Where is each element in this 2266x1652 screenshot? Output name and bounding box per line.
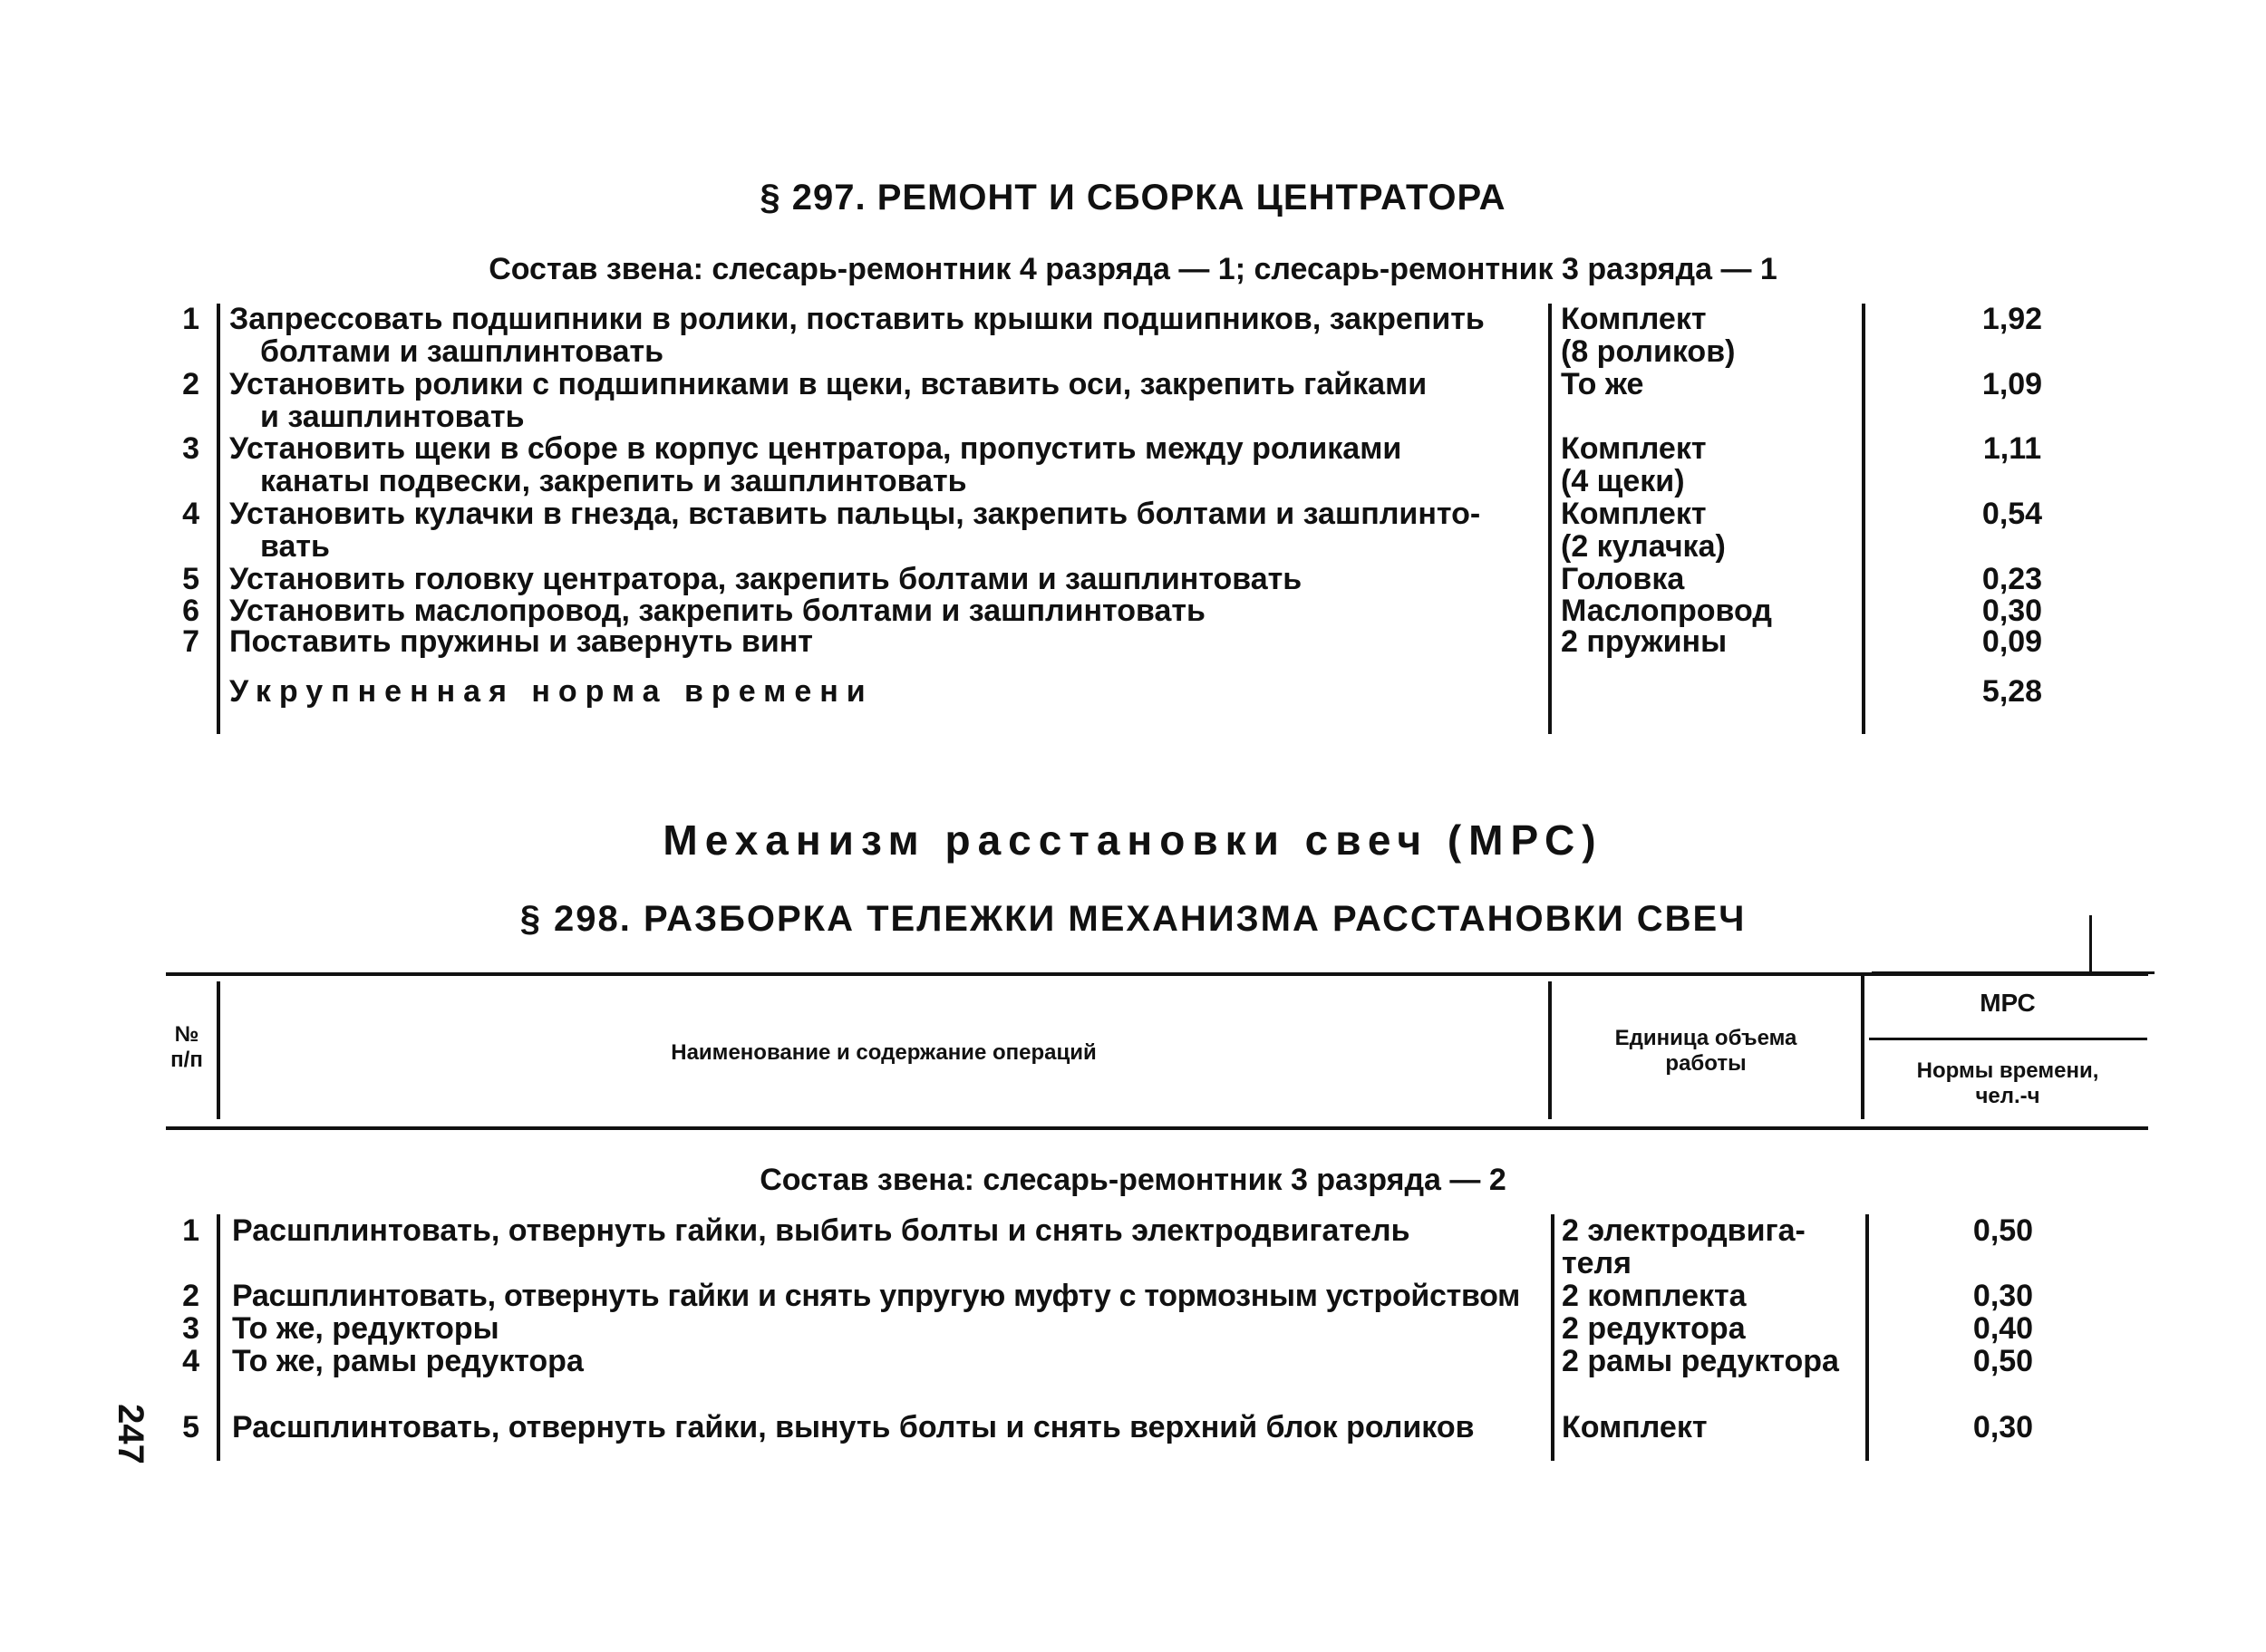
section-297-crew: Состав звена: слесарь-ремонтник 4 разряда — 1; слесарь-ремонтник 3 разряда — 1 <box>489 252 1777 286</box>
row-number: 2 <box>182 1279 199 1313</box>
header-group-column: МРС <box>1980 989 2036 1017</box>
row-number: 7 <box>182 624 199 659</box>
table2-header-rule-2 <box>1548 981 1552 1119</box>
header-unit-column: Единица объема работы <box>1614 1026 1797 1076</box>
row-number: 3 <box>182 1311 199 1346</box>
row-unit: Комплект (2 кулачка) <box>1561 497 1726 564</box>
row-unit: 2 пружины <box>1561 624 1728 659</box>
header-tick-mark <box>2089 915 2092 973</box>
row-description: Поставить пружины и завернуть винт <box>229 624 813 659</box>
row-unit: 2 комплекта <box>1562 1279 1747 1313</box>
row-number: 3 <box>182 431 199 466</box>
row-value: 0,50 <box>1972 1213 2034 1248</box>
table2-header-top-rule-ext <box>1872 971 2155 974</box>
table1-rule-left <box>217 304 220 734</box>
row-value: 1,09 <box>1981 367 2043 401</box>
row-number: 1 <box>182 302 199 336</box>
section-297-title: § 297. РЕМОНТ И СБОРКА ЦЕНТРАТОРА <box>760 178 1506 217</box>
table2-header-bottom-rule <box>166 1126 2148 1130</box>
row-unit: То же <box>1561 367 1644 401</box>
row-description: То же, рамы редуктора <box>232 1344 584 1378</box>
table2-group-rule <box>1869 1038 2147 1040</box>
row-number: 2 <box>182 367 199 401</box>
row-value: 0,30 <box>1981 594 2043 628</box>
row-value: 1,11 <box>1982 431 2042 466</box>
table2-rule-left <box>217 1214 220 1461</box>
header-name-column: Наименование и содержание операций <box>671 1040 1097 1065</box>
row-unit: 2 редуктора <box>1562 1311 1746 1346</box>
row-unit: Комплект (4 щеки) <box>1561 431 1707 498</box>
row-value: 0,30 <box>1972 1410 2034 1444</box>
row-description: Установить кулачки в гнезда, вставить пальцы, закрепить болтами и зашплинто- вать <box>229 497 1481 564</box>
row-description: Установить головку центратора, закрепить болтами и зашплинтовать <box>229 562 1302 596</box>
row-number: 4 <box>182 1344 199 1378</box>
row-description: Установить щеки в сборе в корпус центратора, пропустить между роликами канаты подвески, закрепить и зашплинтовать <box>229 431 1402 498</box>
header-number-column: № п/п <box>170 1022 203 1072</box>
table2-header-rule-3 <box>1861 976 1864 1119</box>
table1-rule-right <box>1862 304 1865 734</box>
row-number: 5 <box>182 562 199 596</box>
section-298-crew: Состав звена: слесарь-ремонтник 3 разряда — 2 <box>760 1163 1506 1197</box>
row-value: 0,40 <box>1972 1311 2034 1346</box>
row-number: 4 <box>182 497 199 531</box>
row-description: То же, редукторы <box>232 1311 499 1346</box>
table2-header-rule-1 <box>217 981 220 1119</box>
row-description: Установить маслопровод, закрепить болтами и зашплинтовать <box>229 594 1206 628</box>
table2-rule-middle <box>1551 1214 1554 1461</box>
mechanism-title: Механизм расстановки свеч (МРС) <box>663 816 1603 864</box>
table2-header-top-rule <box>166 972 2148 976</box>
row-unit: Головка <box>1561 562 1685 596</box>
row-unit: Маслопровод <box>1561 594 1772 628</box>
row-number: 6 <box>182 594 199 628</box>
total-label: Укрупненная норма времени <box>229 674 874 709</box>
row-number: 5 <box>182 1410 199 1444</box>
table2-rule-right <box>1865 1214 1869 1461</box>
row-description: Расшплинтовать, отвернуть гайки, вынуть болты и снять верхний блок роликов <box>232 1410 1475 1444</box>
page-number: 247 <box>110 1404 150 1464</box>
row-description: Расшплинтовать, отвернуть гайки, выбить болты и снять электродвигатель <box>232 1213 1410 1248</box>
total-value: 5,28 <box>1981 674 2043 709</box>
header-norm-column: Нормы времени, чел.-ч <box>1916 1058 2099 1108</box>
section-298-title: § 298. РАЗБОРКА ТЕЛЕЖКИ МЕХАНИЗМА РАССТАНОВКИ СВЕЧ <box>519 899 1747 939</box>
row-value: 0,23 <box>1981 562 2043 596</box>
row-number: 1 <box>182 1213 199 1248</box>
row-unit: 2 рамы редуктора <box>1562 1344 1839 1378</box>
row-value: 1,92 <box>1981 302 2043 336</box>
row-description: Расшплинтовать, отвернуть гайки и снять упругую муфту с тормозным устройством <box>232 1279 1521 1313</box>
row-value: 0,54 <box>1981 497 2043 531</box>
row-unit: 2 электродвига- теля <box>1562 1213 1806 1280</box>
row-unit: Комплект <box>1562 1410 1708 1444</box>
row-value: 0,09 <box>1981 624 2043 659</box>
row-description: Запрессовать подшипники в ролики, поставить крышки подшипников, закрепить болтами и зашплинтовать <box>229 302 1485 369</box>
row-unit: Комплект (8 роликов) <box>1561 302 1736 369</box>
row-value: 0,50 <box>1972 1344 2034 1378</box>
row-description: Установить ролики с подшипниками в щеки, вставить оси, закрепить гайками и зашплинтовать <box>229 367 1428 434</box>
row-value: 0,30 <box>1972 1279 2034 1313</box>
table1-rule-middle <box>1548 304 1552 734</box>
